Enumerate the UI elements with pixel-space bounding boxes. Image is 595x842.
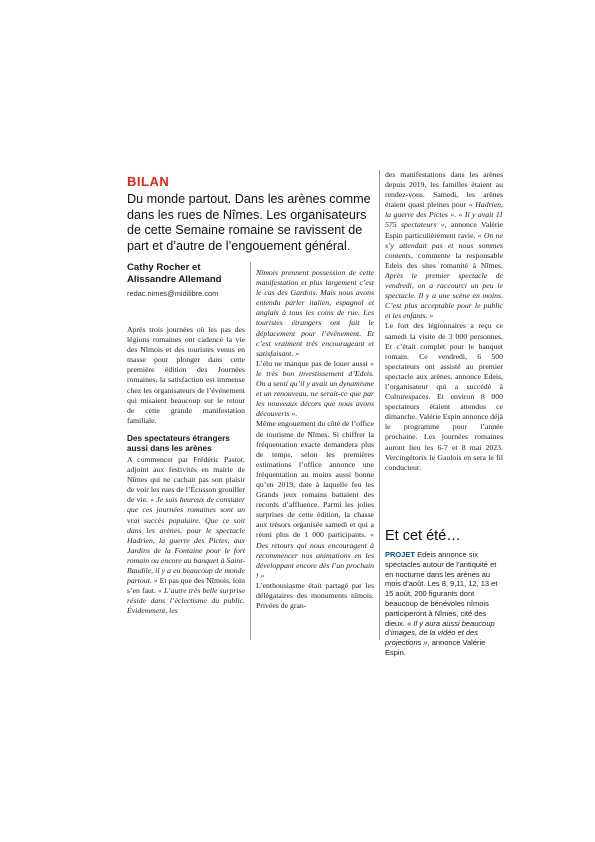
quote: « Hadrien, la guerre des Pictes ». « Il y avait 11 575 spectateurs » bbox=[385, 200, 503, 230]
article-lede: Du monde partout. Dans les arènes comme dans les rues de Nîmes. Les organisateurs de cette Semaine romaine se ravissent de part et d’autre de l’engouement général. bbox=[127, 192, 371, 253]
section-label: BILAN bbox=[127, 174, 170, 189]
quote: Nîmois prennent possession de cette manifestation et plus largement c’est le cas des Gardois. Mais nous avons entendu parler italien, espagnol et anglais à tous les coins de rue. Les touristes étrangers ont fait le déplacement pour l’événement. Et c’est vraiment très encourageant et satisfaisant. » bbox=[256, 268, 374, 358]
quote: « le très bon investissement d’Edeis. On a senti qu’il y avait un dynamisme et un renouveau, ne serait-ce que par les nouveaux décors que nous avons découverts ». bbox=[256, 358, 374, 419]
text: Et pas que des Nîmois, loin s’en faut. bbox=[127, 576, 245, 596]
text: L’élu ne manque pas de louer aussi bbox=[256, 358, 371, 368]
paragraph: L’enthousiasme était partagé par les délégataires des monuments nîmois. Privées de gran- bbox=[256, 580, 374, 611]
column-2 bbox=[256, 268, 374, 611]
text: , annonce Valérie Espin. bbox=[385, 638, 486, 657]
subheading: Des spectateurs étrangers aussi dans les arènes bbox=[127, 433, 230, 453]
column-divider bbox=[250, 262, 251, 640]
text: des manifestations dans les arènes depuis 2019, les familles étaient au rendez-vous. Samedi, les arènes étaient quasi pleines pour bbox=[385, 170, 503, 210]
aside-title: Et cet été… bbox=[385, 528, 461, 544]
text: A commencer par Frédéric Pastor, adjoint aux festivités en mairie de Nîmes qui ne cachait pas son plaisir de voir les rues de l’Écusson grouiller de vie. bbox=[127, 454, 245, 505]
byline-email[interactable]: redac.nimes@midilibre.com bbox=[127, 289, 219, 298]
paragraph bbox=[256, 419, 374, 581]
text: Même engouement du côté de l’office de tourisme de Nîmes. Si chiffrer la fréquentation exacte demandera plus de temps, selon les premières estimations l’office annonce une fréquentation au moins aussi bonne qu’en 2019, date à laquelle feu les Grands jeux romains battaient des records d’affluence. Parmi les jolies surprises de cette édition, la chasse aux trésors organisée samedi et qui a réuni plus de 1 000 participants. bbox=[256, 419, 374, 540]
aside-body bbox=[385, 550, 503, 658]
text: , annonce Valérie Espin particulièrement ravie. bbox=[385, 220, 503, 240]
paragraph: Après trois journées où les pas des légions romaines ont cadencé la vie des Nîmois et des touristes venus en masse pour plonger dans cette première édition des Journées romaines, la satisfaction est immense chez les organisateurs de l’événement qui misaient beaucoup sur le retour de cette grande manifestation familiale. bbox=[127, 325, 245, 425]
paragraph bbox=[256, 268, 374, 359]
quote: « Des retours qui nous encouragent à recommencer nos animations en les développant encore dès l’an prochain ! » bbox=[256, 530, 374, 580]
quote: « Je suis heureux de constater que ces journées romaines sont un vrai succès populaire. Que ce soit dans les arènes, pour le spectacle Hadrien, la guerre des Pictes, aux Jardins de la Fontaine pour le fort romain ou encore au banquet à Saint-Baudile, il y a eu beaucoup de monde partout. » bbox=[127, 495, 245, 586]
text: Edeis annonce six spectacles autour de l’antiquité et en nocturne dans les arènes au mois d’août. Les 8, 9,11, 12, 13 et 15 août, 200 figurants dont beaucoup de bénévoles nîmois participeront à Nîmes, cité des dieux. bbox=[385, 550, 498, 628]
byline-authors: Cathy Rocher et Alissandre Allemand bbox=[127, 262, 222, 285]
quote: « Il y aura aussi beaucoup d’images, de la vidéo et des projections » bbox=[385, 618, 495, 648]
quote: « On ne s’y attendait pas et nous sommes contents, bbox=[385, 230, 503, 260]
column-3 bbox=[385, 170, 503, 473]
paragraph bbox=[127, 455, 245, 617]
column-1 bbox=[127, 325, 245, 616]
aside-label: PROJET bbox=[385, 550, 416, 559]
paragraph: Le fort des légionnaires a reçu ce samedi la visite de 3 000 personnes. Et c’était complet pour le banquet romain. Ce vendredi, 6 500 spectateurs ont assisté au premier spectacle aux arènes, annonce Edeis, l’organisateur qui a succédé à Culturespaces. Et environ 8 000 spectateurs étaient attendus ce dimanche. Valérie Espin annonce déjà le programme pour l’année prochaine. Les journées romaines auront lieu les 6-7 et 8 mai 2023. Vercingétorix le Gaulois en sera le fil conducteur. bbox=[385, 321, 503, 472]
quote: « L’autre très belle surprise réside dans l’éclectisme du public. Évidemment, les bbox=[127, 586, 245, 616]
paragraph bbox=[385, 170, 503, 321]
paragraph bbox=[256, 359, 374, 420]
quote: Après le premier spectacle de vendredi, on a raccourci un peu le spectacle. Il y a une scène en moins. C’est plus acceptable pour le public et les enfants. » bbox=[385, 270, 503, 321]
column-divider bbox=[379, 170, 380, 640]
text: commente la responsable Edeis des sites romanité à Nîmes. bbox=[385, 250, 503, 270]
